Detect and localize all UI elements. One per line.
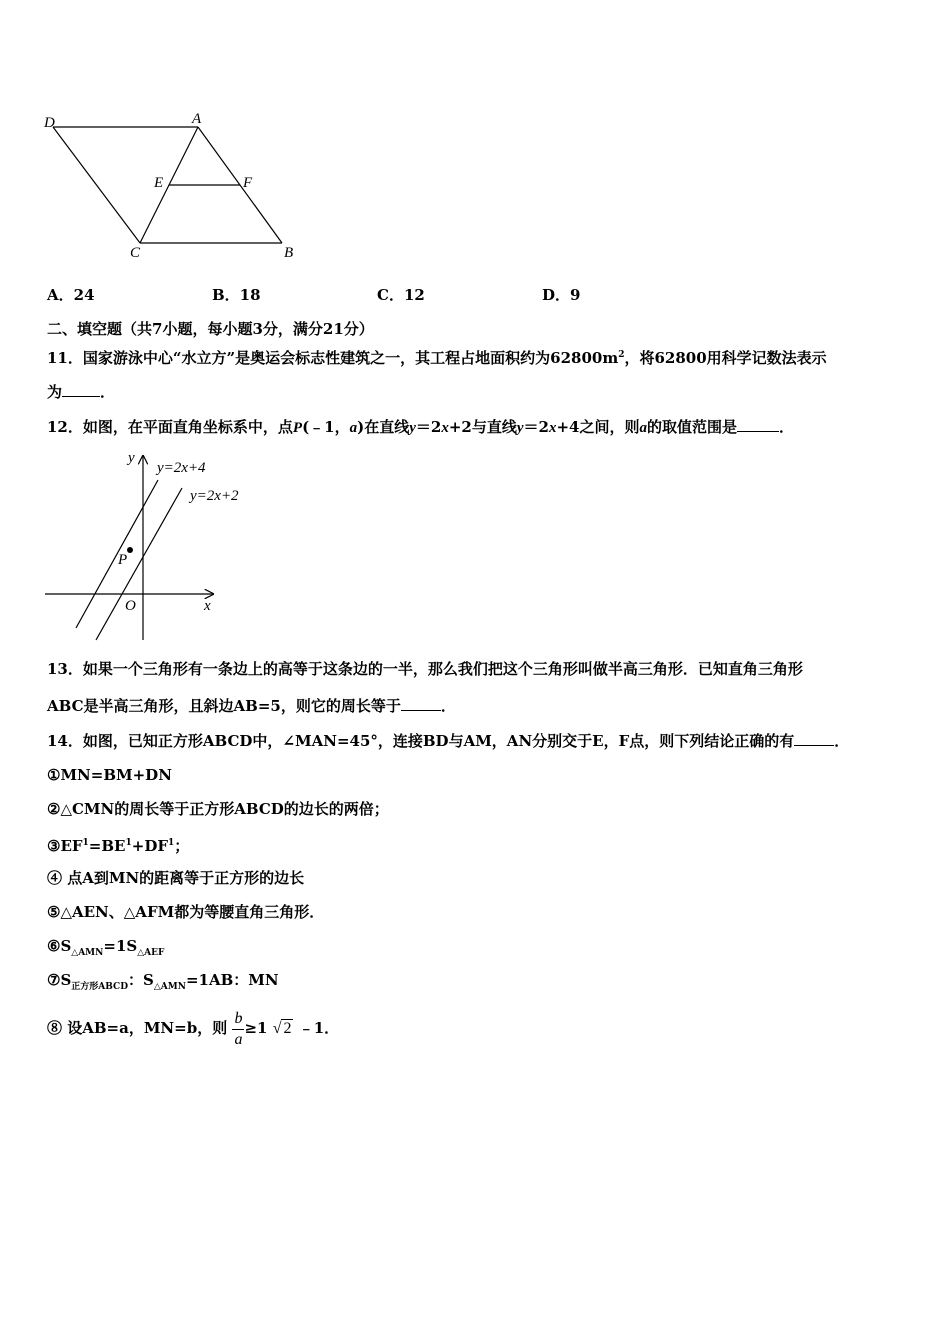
statement-7: $⑦S_{正方形ABCD}$：$S_{\triangle AMN}=1AB$：MN	[47, 971, 279, 992]
answer-blank	[62, 382, 100, 397]
origin-label: O	[125, 598, 136, 614]
line-y-2x-plus-4	[76, 480, 158, 628]
question-13-line1: 13．如果一个三角形有一条边上的高等于这条边的一半，那么我们把这个三角形叫做半高三角形．已知直角三角形	[47, 660, 803, 678]
question-11-line2: 为 ．	[47, 383, 116, 401]
answer-blank	[794, 731, 834, 746]
label-a: A	[192, 111, 202, 127]
option-d: D．9	[542, 286, 581, 304]
sqrt-2: √ 2	[272, 1020, 292, 1037]
answer-blank	[737, 417, 779, 432]
question-12: 12．如图，在平面直角坐标系中，点P(﹣1，a)在直线y＝2x+2与直线y＝2x+4之间，则a的取值范围是 ．	[47, 418, 794, 436]
segment-dc	[53, 127, 140, 243]
label-e: E	[154, 175, 164, 191]
question-14-stem: 14．如图，已知正方形ABCD中，∠MAN=45°，连接BD与AM，AN分别交于E，F点，则下列结论正确的有 ．	[47, 732, 850, 750]
point-p-label: P	[118, 552, 128, 568]
y-axis-label: y	[128, 450, 135, 466]
statement-4: ④ 点A到MN的距离等于正方形的边长	[47, 869, 305, 887]
fraction-b-over-a: $\frac{b}{a}$	[234, 1009, 243, 1048]
statement-8: ⑧ 设AB=a，MN=b，则 $\frac{b}{a}$ ≥1 √ 2 ﹣1．	[47, 1009, 340, 1048]
option-a: A．24	[47, 286, 95, 304]
statement-5: ⑤△AEN、△AFM都为等腰直角三角形．	[47, 903, 325, 921]
label-line-upper: y=2x+4	[157, 460, 206, 476]
section-heading: 二、填空题（共7小题，每小题3分，满分21分）	[47, 320, 374, 338]
label-line-lower: y=2x+2	[190, 488, 239, 504]
statement-1: ①MN=BM+DN	[47, 766, 172, 784]
label-d: D	[44, 115, 55, 131]
figure-parallelogram	[40, 105, 310, 270]
statement-6: $⑥S_{\triangle AMN}=1S_{\triangle AEF}$	[47, 937, 165, 958]
figure-coordinate-plane	[40, 448, 280, 648]
x-axis-label: x	[204, 598, 211, 614]
question-13-line2: ABC是半高三角形，且斜边AB=5，则它的周长等于 ．	[47, 697, 456, 715]
point-p	[127, 547, 133, 553]
question-11-line1: 11．国家游泳中心“水立方”是奥运会标志性建筑之一，其工程占地面积约为$62800m^2$，将62800用科学记数法表示	[47, 349, 827, 367]
option-b: B．18	[212, 286, 261, 304]
label-b: B	[284, 245, 294, 261]
statement-2: ②△CMN的周长等于正方形ABCD的边长的两倍；	[47, 800, 389, 818]
option-c: C．12	[377, 286, 425, 304]
statement-3: $③EF^1=BE^1+DF^1$；	[47, 837, 190, 855]
label-c: C	[130, 245, 141, 261]
answer-blank	[401, 696, 441, 711]
label-f: F	[243, 175, 253, 191]
line-y-2x-plus-2	[96, 488, 182, 640]
